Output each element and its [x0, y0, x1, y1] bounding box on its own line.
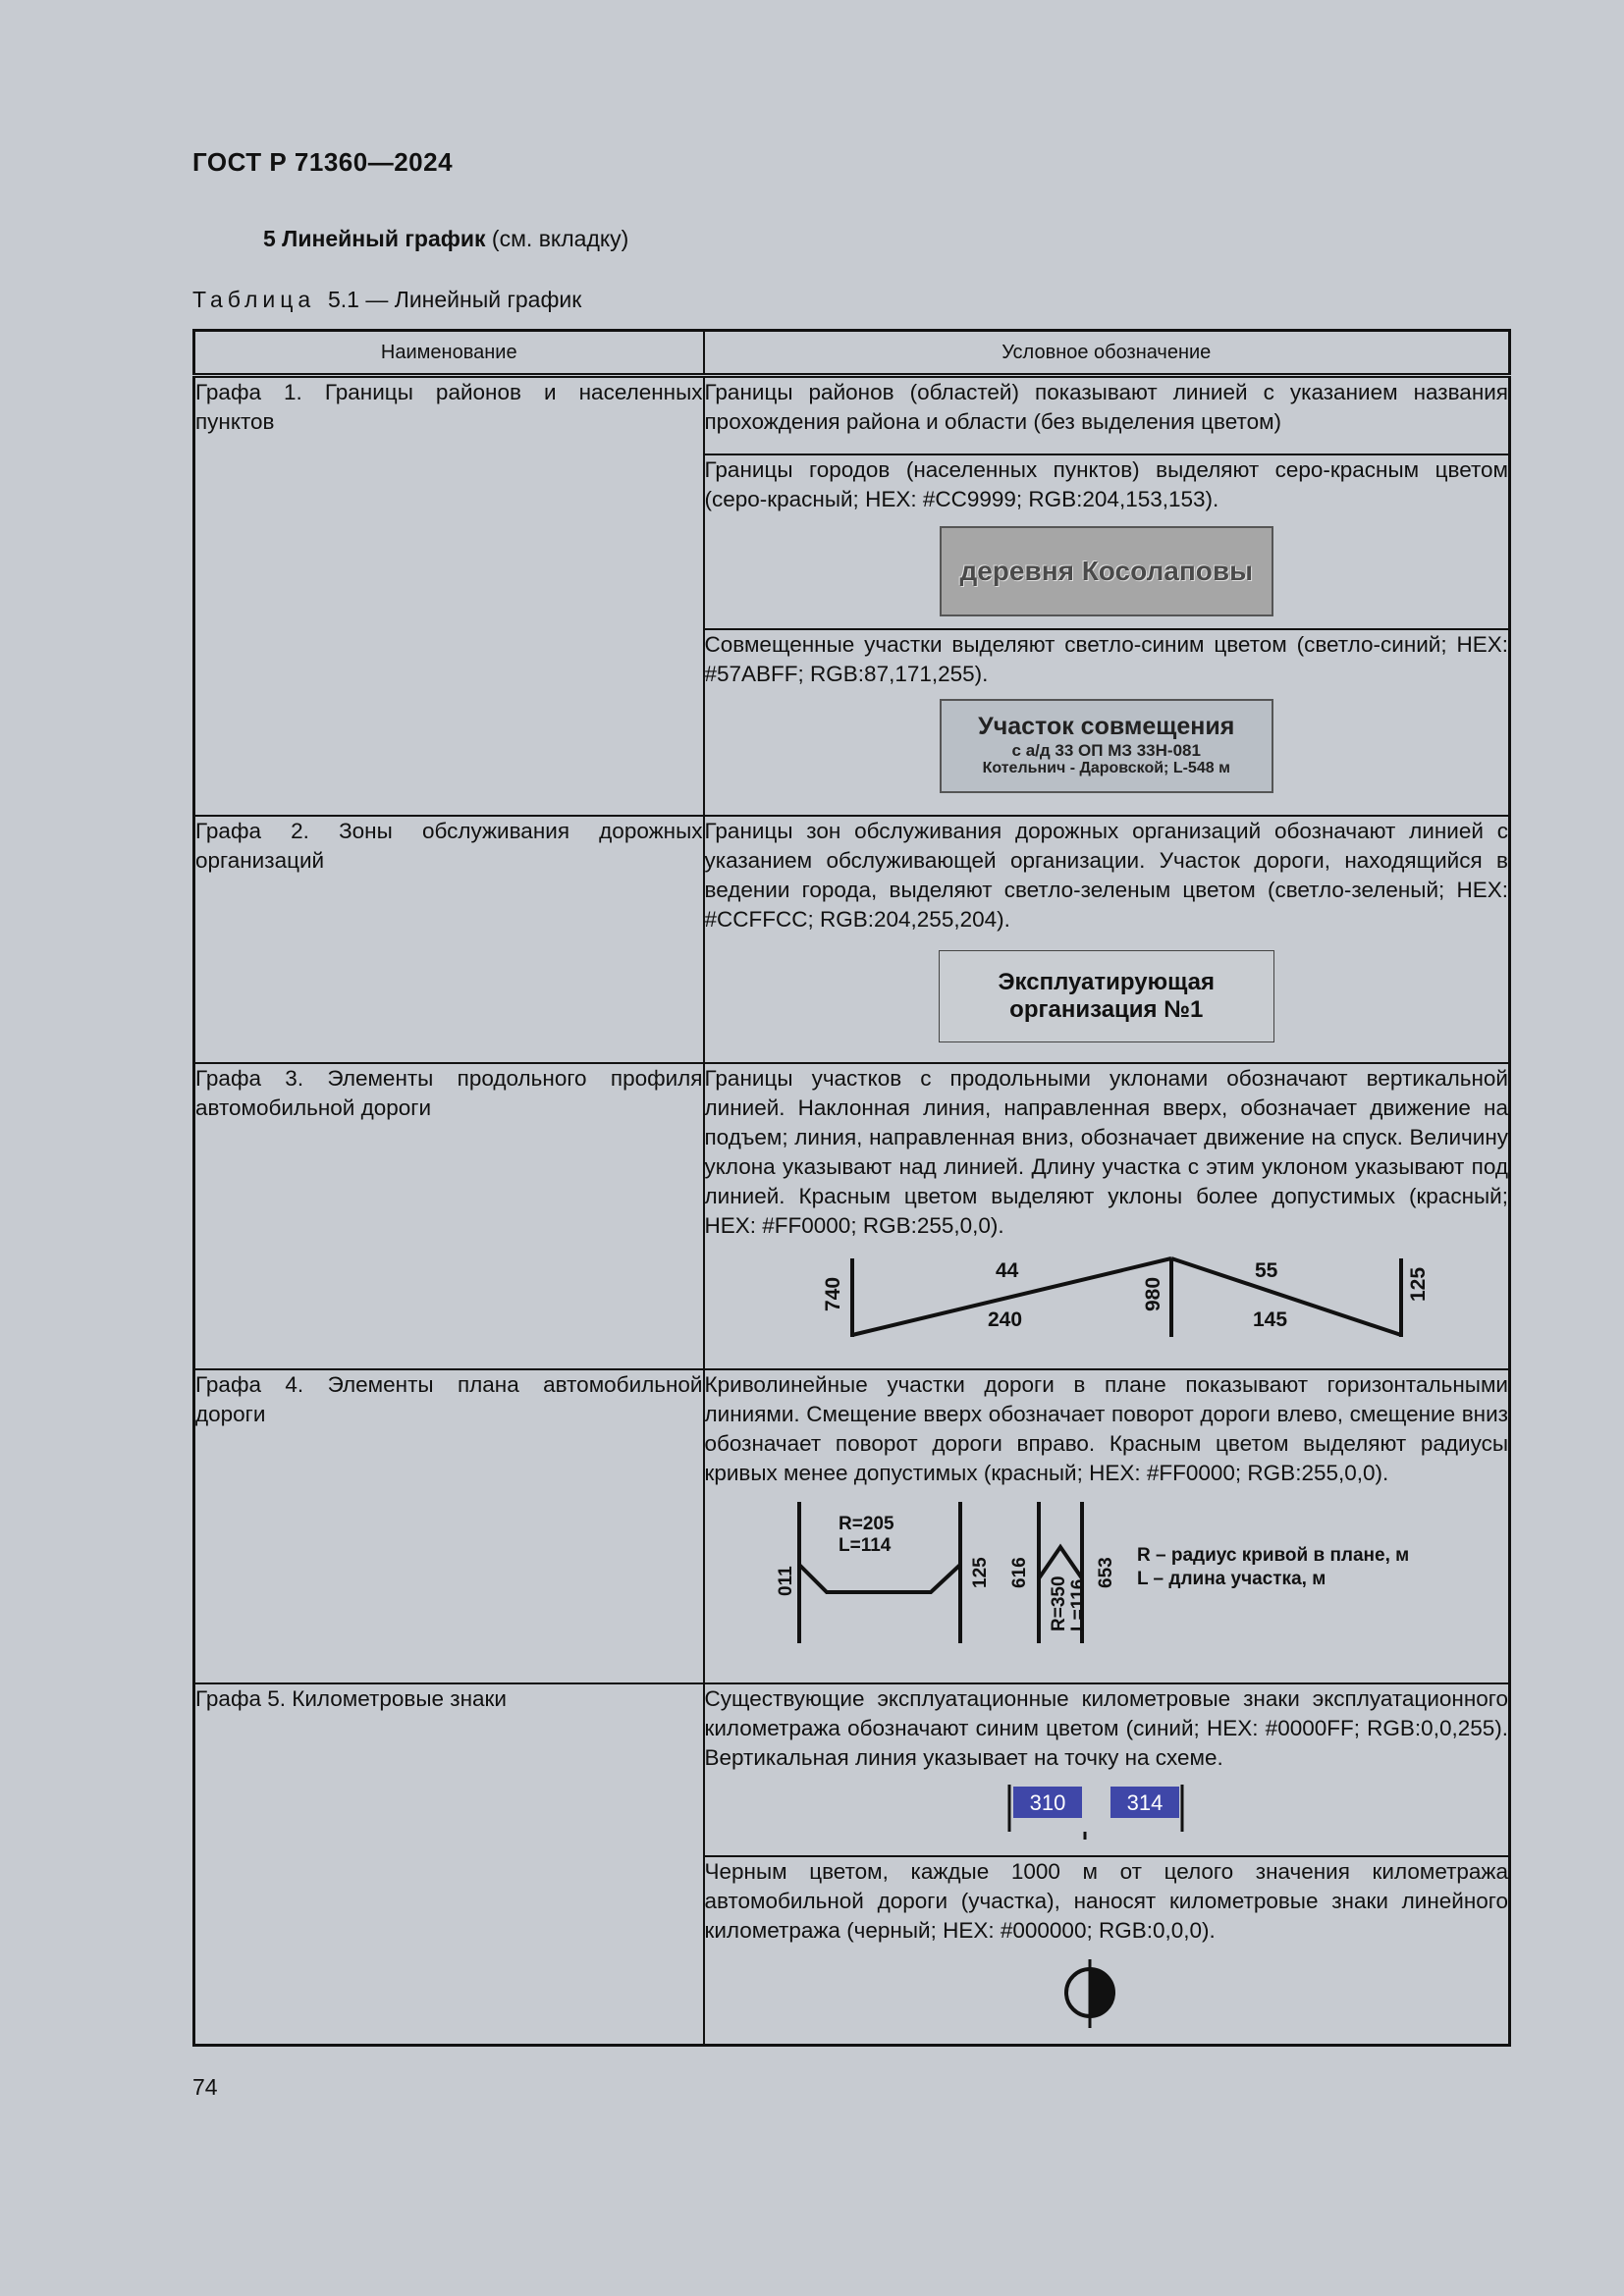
page-number: 74 [192, 2074, 218, 2100]
combined-section-sample [940, 699, 1273, 793]
plan-diagram-svg [705, 1498, 1481, 1645]
profile-diagram [705, 1251, 1509, 1349]
profile-mark-label: 125 [1406, 1266, 1430, 1302]
table-row [194, 1063, 1510, 1369]
org-sample-line: организация №1 [1009, 995, 1204, 1023]
plan-curve-radius-label: R=205 [838, 1513, 894, 1534]
row-name-cell: Графа 3. Элементы продольного профиля автомобильной дороги [194, 1063, 704, 1369]
km-signs-svg [705, 1783, 1481, 1842]
column-header-symbol: Условное обозначение [704, 331, 1510, 376]
table-caption [192, 287, 581, 313]
row-desc-cell [704, 1856, 1510, 2046]
table-caption-number: 5.1 — Линейный график [327, 287, 582, 312]
org-sample-line: Эксплуатирующая [998, 968, 1215, 995]
table-row [194, 376, 1510, 454]
row-desc-cell [704, 1683, 1510, 1856]
column-header-name: Наименование [194, 331, 704, 376]
plan-curve-radius-label: R=350 [1048, 1575, 1069, 1631]
row-name-cell: Графа 4. Элементы плана автомобильной дороги [194, 1369, 704, 1683]
profile-mark-label: 980 [1141, 1276, 1164, 1311]
combined-sample-line: с а/д 33 ОП МЗ 33Н-081 [1011, 740, 1201, 760]
profile-mark-label: 740 [821, 1276, 844, 1311]
plan-diagram [705, 1498, 1509, 1653]
plan-mark-label: 125 [969, 1556, 991, 1588]
km-sign-label: 310 [1029, 1789, 1065, 1815]
document-header: ГОСТ Р 71360—2024 [192, 147, 454, 177]
profile-slope-down-label: 55 [1254, 1258, 1277, 1282]
profile-length-down-label: 145 [1252, 1308, 1287, 1331]
plan-mark-label: 616 [1008, 1556, 1030, 1588]
desc-text: Черным цветом, каждые 1000 м от целого значения километража автомобильной дороги (участка), наносят километровые знаки линейного километража (черный; HEX: #000000; RGB:0,0,0). [704, 1858, 1508, 1943]
combined-sample-line: Котельнич - Даровской; L-548 м [982, 760, 1230, 777]
section-heading [263, 226, 628, 252]
plan-curve-right-line [799, 1565, 960, 1592]
desc-text: Границы городов (населенных пунктов) выделяют серо-красным цветом (серо-красный; HEX: #CC9999; RGB:204,153,153). [704, 456, 1508, 511]
linear-km-sign-half-fill [1090, 1969, 1113, 2016]
desc-text: Границы участков с продольными уклонами обозначают вертикальной линией. Наклонная линия, направленная вверх, обозначает движение на подъем; линия, направленная вниз, обозначает движение на спуск. Величину уклона указывают над линией. Длину участка с этим уклоном указывают под линией. Красным цветом выделяют уклоны более допустимых (красный; HEX: #FF0000; RGB:255,0,0). [704, 1065, 1508, 1238]
table-row [194, 1369, 1510, 1683]
km-signs-diagram [705, 1783, 1509, 1849]
section-heading-bold: 5 Линейный график [263, 226, 486, 251]
town-boundary-sample: деревня Косолаповы [940, 526, 1273, 616]
plan-curve-left-line [1039, 1547, 1082, 1578]
table-row [194, 1683, 1510, 1856]
combined-sample-line: Участок совмещения [978, 713, 1235, 741]
table-caption-label: Таблица [192, 287, 316, 312]
row-name-cell: Графа 1. Границы районов и населенных пунктов [194, 376, 704, 816]
row-desc-cell [704, 816, 1510, 1063]
km-sign-label: 314 [1126, 1789, 1163, 1815]
desc-text: Существующие эксплуатационные километровые знаки эксплуатационного километража обозначают синим цветом (синий; HEX: #0000FF; RGB:0,0,255). Вертикальная линия указывает на точку на схеме. [704, 1685, 1508, 1770]
desc-text: Границы районов (областей) показывают линией с указанием названия прохождения района и области (без выделения цветом) [704, 380, 1508, 434]
row-desc-cell [704, 454, 1510, 629]
row-name-cell: Графа 5. Километровые знаки [194, 1683, 704, 2046]
plan-mark-label: 653 [1095, 1556, 1116, 1588]
row-desc-cell [704, 1063, 1510, 1369]
profile-slope-up-label: 44 [995, 1258, 1018, 1282]
plan-legend-radius: R – радиус кривой в плане, м [1136, 1544, 1409, 1566]
row-name-cell: Графа 2. Зоны обслуживания дорожных организаций [194, 816, 704, 1063]
maintenance-org-sample [939, 950, 1274, 1042]
profile-diagram-svg [705, 1251, 1481, 1341]
desc-text: Криволинейные участки дороги в плане показывают горизонтальными линиями. Смещение вверх обозначает поворот дороги влево, смещение вниз обозначает поворот дороги вправо. Красным цветом выделяют радиусы кривых менее допустимых (красный; HEX: #FF0000; RGB:255,0,0). [704, 1371, 1508, 1485]
plan-curve-length-label: L=116 [1067, 1578, 1089, 1631]
table-row [194, 816, 1510, 1063]
linear-km-sign-diagram [705, 1955, 1509, 2040]
row-desc-cell [704, 1369, 1510, 1683]
legend-table [192, 329, 1511, 2047]
plan-legend-length: L – длина участка, м [1136, 1568, 1326, 1589]
linear-km-sign-svg [705, 1955, 1481, 2032]
desc-text: Границы зон обслуживания дорожных организаций обозначают линией с указанием обслуживающей организации. Участок дороги, находящийся в ведении города, выделяют светло-зеленым цветом (светло-зеленый; HEX: #CCFFCC; RGB:204,255,204). [704, 818, 1508, 932]
plan-curve-length-label: L=114 [838, 1534, 891, 1556]
plan-mark-label: 011 [775, 1565, 796, 1596]
section-heading-rest: (см. вкладку) [485, 226, 629, 251]
row-desc-cell [704, 376, 1510, 454]
table-header-row [194, 331, 1510, 376]
desc-text: Совмещенные участки выделяют светло-синим цветом (светло-синий; HEX: #57ABFF; RGB:87,171,255). [704, 631, 1508, 686]
row-desc-cell [704, 629, 1510, 816]
profile-length-up-label: 240 [987, 1308, 1022, 1331]
